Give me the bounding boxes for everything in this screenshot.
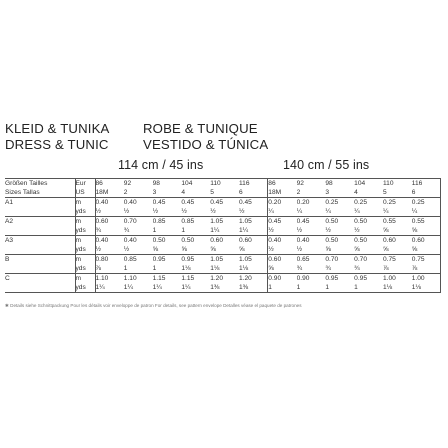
value-cell: 5 [382,189,387,196]
value-cell: ½ [268,245,297,255]
value-cell: ¼ [296,208,303,215]
value-cell: 0.40 [124,198,153,208]
value-cell: 1¼ [238,227,249,234]
value-cell: 1 [123,265,128,272]
value-cell: ⅝ [268,264,297,274]
value-cell: 0.40 [268,236,297,246]
yardage-table-wrap [5,158,441,293]
value-cell: ½ [296,246,303,253]
value-cell: 0.60 [210,236,239,246]
value-cell: ¾ [123,227,130,234]
value-cell: 0.95 [153,255,182,265]
value-cell: 1⅛ [383,283,412,293]
value-cell: ¾ [325,265,331,272]
value-cell: 1.20 [239,274,268,284]
table-row [5,188,441,198]
value-cell: 0.50 [181,236,210,246]
value-cell: ¼ [268,207,297,217]
value-cell: 104 [354,179,383,189]
value-cell: ⅝ [354,246,360,253]
value-cell: 0.40 [297,236,326,246]
value-cell: ½ [296,227,303,234]
value-cell: 0.60 [268,255,297,265]
value-cell: 1¼ [153,283,182,293]
value-cell: 1¼ [181,283,210,293]
value-cell: 0.70 [325,255,354,265]
value-cell: ⅞ [412,264,441,274]
unit-cell: m [75,217,95,227]
value-cell: 3 [152,189,157,196]
value-cell: ½ [123,208,130,215]
value-cell: 0.50 [354,217,383,227]
value-cell: 1⅜ [210,283,239,293]
value-cell: 0.45 [297,217,326,227]
value-cell: 6 [238,189,243,196]
table-row [5,255,441,265]
value-cell: ½ [95,207,124,217]
view-label: C [5,274,75,284]
value-cell: 2 [123,189,128,196]
value-cell: 0.45 [210,198,239,208]
view-label-empty [5,283,75,293]
value-cell: 0.95 [354,274,383,284]
value-cell: 1⅛ [238,265,249,272]
view-label: A1 [5,198,75,208]
value-cell: 0.80 [95,255,124,265]
value-cell: 18M [268,188,297,198]
value-cell: ½ [152,208,159,215]
value-cell: 1 [181,227,186,234]
value-cell: 0.75 [412,255,441,265]
unit-cell: yds [75,264,95,274]
value-cell: 1⅛ [181,265,191,272]
value-cell: ¼ [325,208,331,215]
value-cell: 6 [412,188,441,198]
table-row [5,264,441,274]
value-cell: ¼ [354,208,360,215]
table-row [5,236,441,246]
value-cell: 4 [354,189,358,196]
value-cell: 4 [181,189,186,196]
title-es: VESTIDO & TÚNICA [143,137,269,152]
value-cell: 0.60 [239,236,268,246]
value-cell: 0.60 [412,236,441,246]
size-label-de-fr: Größen Tailles [5,179,75,189]
value-cell: 0.65 [297,255,326,265]
value-cell: 1.10 [124,274,153,284]
value-cell: ¾ [296,265,303,272]
value-cell: 86 [268,179,297,189]
value-cell: 1.15 [181,274,210,284]
value-cell: 1 [297,283,326,293]
value-cell: 1.05 [239,217,268,227]
table-row [5,217,441,227]
value-cell: 0.25 [354,198,383,208]
value-cell: ⅝ [325,246,331,253]
value-cell: ⅞ [382,265,389,272]
value-cell: 1 [152,227,157,234]
fabric-width-headers [5,158,441,178]
value-cell: 86 [95,179,124,189]
value-cell: 104 [181,179,210,189]
unit-cell: m [75,236,95,246]
value-cell: ⅝ [181,246,187,253]
value-cell: ⅝ [382,227,389,234]
value-cell: ⅝ [412,226,441,236]
view-label: A2 [5,217,75,227]
value-cell: 1.15 [153,274,182,284]
value-cell: 110 [210,179,239,189]
value-cell: 0.90 [268,274,297,284]
value-cell: 0.60 [383,236,412,246]
footnote: ✱ Details siehe Schnittpackung Pour les détails voir enveloppe de patron For details, see pattern envelope Detalles véase el paquete de patrones [5,303,302,308]
value-cell: 110 [383,179,412,189]
value-cell: 0.45 [153,198,182,208]
value-cell: ½ [210,208,216,215]
value-cell: ½ [181,208,187,215]
value-cell: 0.45 [268,217,297,227]
view-label: A3 [5,236,75,246]
unit-cell: m [75,198,95,208]
value-cell: ¼ [412,207,441,217]
value-cell: 1.05 [210,217,239,227]
value-cell: 1.00 [412,274,441,284]
value-cell: 1 [325,283,354,293]
value-cell: 1¼ [210,227,220,234]
yardage-table [5,178,441,293]
unit-cell: yds [75,245,95,255]
value-cell: 92 [124,179,153,189]
value-cell: 0.90 [297,274,326,284]
value-cell: 116 [239,179,268,189]
value-cell: 1⅛ [412,283,441,293]
unit-cell: m [75,255,95,265]
value-cell: 98 [325,179,354,189]
value-cell: 1.20 [210,274,239,284]
value-cell: 1 [152,265,157,272]
table-row [5,207,441,217]
value-cell: 0.95 [325,274,354,284]
value-cell: ½ [95,245,124,255]
value-cell: ½ [238,208,245,215]
value-cell: 3 [325,189,330,196]
value-cell: ¾ [95,226,124,236]
value-cell: 0.25 [325,198,354,208]
view-label-empty [5,226,75,236]
value-cell: 0.70 [124,217,153,227]
value-cell: 0.50 [325,236,354,246]
value-cell: 0.20 [268,198,297,208]
value-cell: 0.55 [383,217,412,227]
value-cell: 0.85 [181,217,210,227]
value-cell: 2 [296,189,301,196]
value-cell: ⅝ [152,246,159,253]
value-cell: 1.05 [210,255,239,265]
table-row [5,274,441,284]
value-cell: 0.50 [325,217,354,227]
value-cell: 1 [268,283,297,293]
table-row [5,226,441,236]
value-cell: ¾ [354,265,360,272]
value-cell: 98 [153,179,182,189]
value-cell: 0.50 [153,236,182,246]
value-cell: ⅝ [382,246,389,253]
view-label-empty [5,264,75,274]
table-row [5,283,441,293]
unit-cell: US [75,188,95,198]
value-cell: 0.25 [383,198,412,208]
unit-cell: m [75,274,95,284]
value-cell: ⅝ [210,246,216,253]
title-fr: ROBE & TUNIQUE [143,121,258,136]
value-cell: ⅝ [238,246,245,253]
value-cell: 0.70 [354,255,383,265]
value-cell: 0.40 [95,236,124,246]
value-cell: ½ [123,246,130,253]
value-cell: 92 [297,179,326,189]
value-cell: ⅞ [95,264,124,274]
value-cell: 0.50 [354,236,383,246]
value-cell: 0.95 [181,255,210,265]
table-row [5,179,441,189]
fabric-width-114: 114 cm / 45 ins [118,158,204,172]
table-row [5,245,441,255]
value-cell: 0.85 [153,217,182,227]
value-cell: 18M [95,188,124,198]
table-row [5,198,441,208]
value-cell: 1.05 [239,255,268,265]
value-cell: 1⅛ [210,265,220,272]
value-cell: 0.40 [124,236,153,246]
unit-cell: Eur [75,179,95,189]
value-cell: 0.55 [412,217,441,227]
unit-cell: yds [75,226,95,236]
unit-cell: yds [75,207,95,217]
view-label-empty [5,207,75,217]
title-en: DRESS & TUNIC [5,137,109,152]
value-cell: 1⅜ [239,283,268,293]
value-cell: 0.40 [95,198,124,208]
value-cell: 0.45 [239,198,268,208]
view-label: B [5,255,75,265]
fabric-width-140: 140 cm / 55 ins [283,158,370,172]
value-cell: 5 [210,189,214,196]
value-cell: ½ [325,227,331,234]
value-cell: 0.25 [412,198,441,208]
size-label-en-es: Sizes Tallas [5,189,40,196]
view-label-empty [5,245,75,255]
title-de: KLEID & TUNIKA [5,121,110,136]
value-cell: 1.00 [383,274,412,284]
value-cell: 0.85 [124,255,153,265]
value-cell: 0.20 [297,198,326,208]
value-cell: 1¼ [95,283,124,293]
value-cell: ⅝ [412,245,441,255]
value-cell: ¼ [382,208,389,215]
value-cell: ½ [268,226,297,236]
value-cell: 1¼ [124,283,153,293]
title-line-2 [5,137,445,153]
value-cell: 0.45 [181,198,210,208]
value-cell: ½ [354,227,360,234]
value-cell: 0.60 [95,217,124,227]
title-block [5,121,445,153]
unit-cell: yds [75,283,95,293]
value-cell: 0.75 [383,255,412,265]
value-cell: 116 [412,179,441,189]
value-cell: 1 [354,283,383,293]
title-line-1 [5,121,445,137]
value-cell: 1.10 [95,274,124,284]
